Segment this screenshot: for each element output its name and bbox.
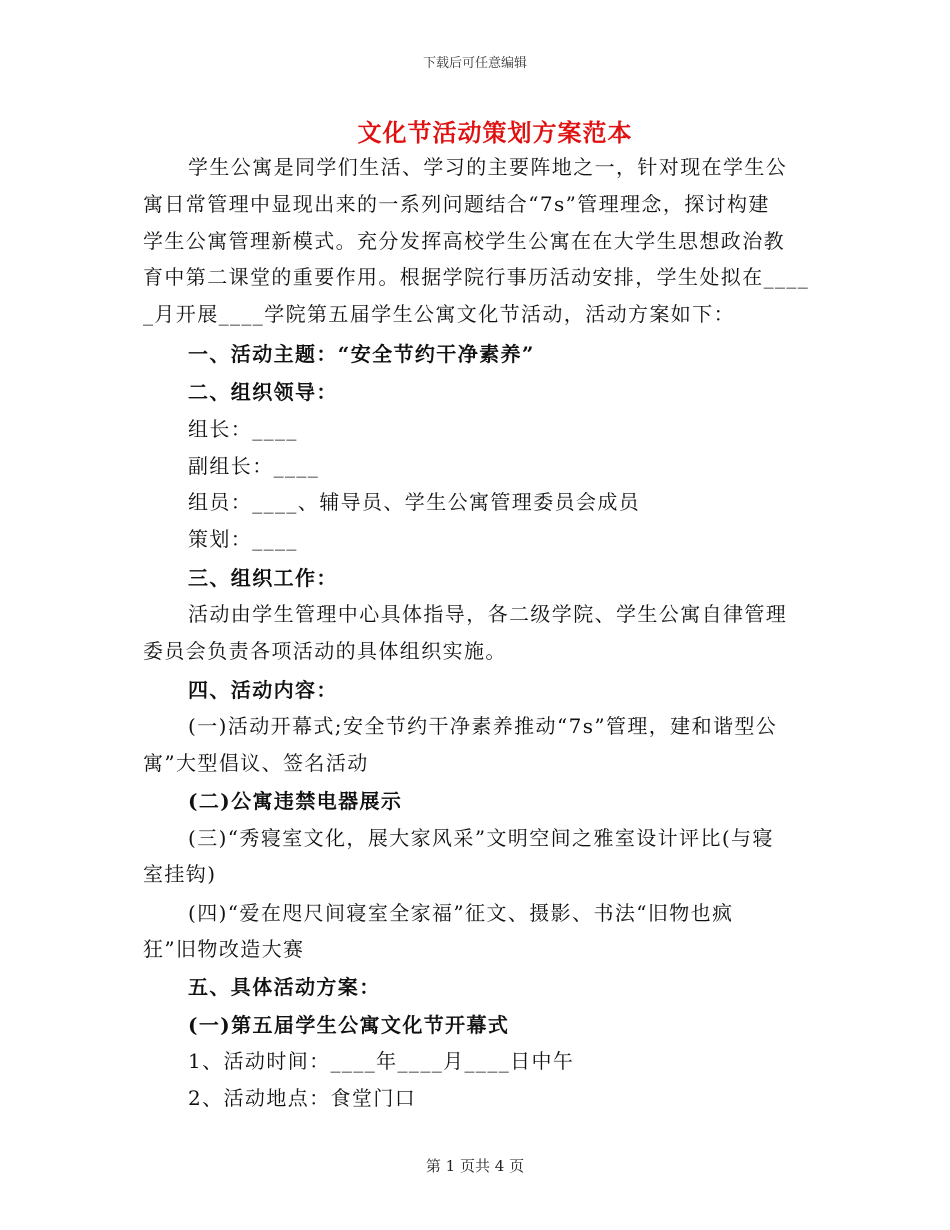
section-heading-organization: 三、组织工作： xyxy=(188,566,338,590)
page-footer: 第 1 页共 4 页 xyxy=(425,1157,525,1175)
activity-item-1-cont: 寓”大型倡议、签名活动 xyxy=(143,751,369,775)
paragraph-line: 学生公寓管理新模式。充分发挥高校学生公寓在在大学生思想政治教 xyxy=(143,229,785,253)
document-title: 文化节活动策划方案范本 xyxy=(357,118,633,147)
deputy-leader-line: 副组长：____ xyxy=(188,454,320,478)
team-leader-line: 组长：____ xyxy=(188,417,298,441)
paragraph-line: 育中第二课堂的重要作用。根据学院行事历活动安排，学生处拟在____ xyxy=(143,265,810,289)
paragraph-line: 委员会负责各项活动的具体组织实施。 xyxy=(143,639,507,663)
activity-item-3: (三)“秀寝室文化，展大家风采”文明空间之雅室设计评比(与寝 xyxy=(188,826,774,850)
paragraph-line: _月开展____学院第五届学生公寓文化节活动，活动方案如下： xyxy=(143,302,735,326)
planner-line: 策划：____ xyxy=(188,527,298,551)
subsection-heading-opening: (一)第五届学生公寓文化节开幕式 xyxy=(188,1013,510,1037)
section-heading-content: 四、活动内容： xyxy=(188,678,338,702)
activity-item-4: (四)“爱在咫尺间寝室全家福”征文、摄影、书法“旧物也疯 xyxy=(188,901,734,925)
section-heading-plan: 五、具体活动方案： xyxy=(188,975,381,999)
members-line: 组员：____、辅导员、学生公寓管理委员会成员 xyxy=(188,490,641,514)
section-heading-leadership: 二、组织领导： xyxy=(188,380,338,404)
activity-time-line: 1、活动时间：____年____月____日中午 xyxy=(188,1049,575,1073)
activity-place-line: 2、活动地点：食堂门口 xyxy=(188,1086,417,1110)
paragraph-line: 活动由学生管理中心具体指导，各二级学院、学生公寓自律管理 xyxy=(188,602,788,626)
paragraph-line: 寓日常管理中显现出来的一系列问题结合“7s”管理理念，探讨构建 xyxy=(143,192,770,216)
activity-item-1: (一)活动开幕式;安全节约干净素养推动“7s”管理，建和谐型公 xyxy=(188,714,778,738)
activity-item-4-cont: 狂”旧物改造大赛 xyxy=(143,937,305,961)
activity-item-2: (二)公寓违禁电器展示 xyxy=(188,789,403,813)
page-header: 下载后可任意编辑 xyxy=(422,56,527,71)
section-heading-theme: 一、活动主题：“安全节约干净素养” xyxy=(188,342,535,366)
activity-item-3-cont: 室挂钩) xyxy=(143,862,217,886)
paragraph-line: 学生公寓是同学们生活、学习的主要阵地之一，针对现在学生公 xyxy=(188,155,788,179)
